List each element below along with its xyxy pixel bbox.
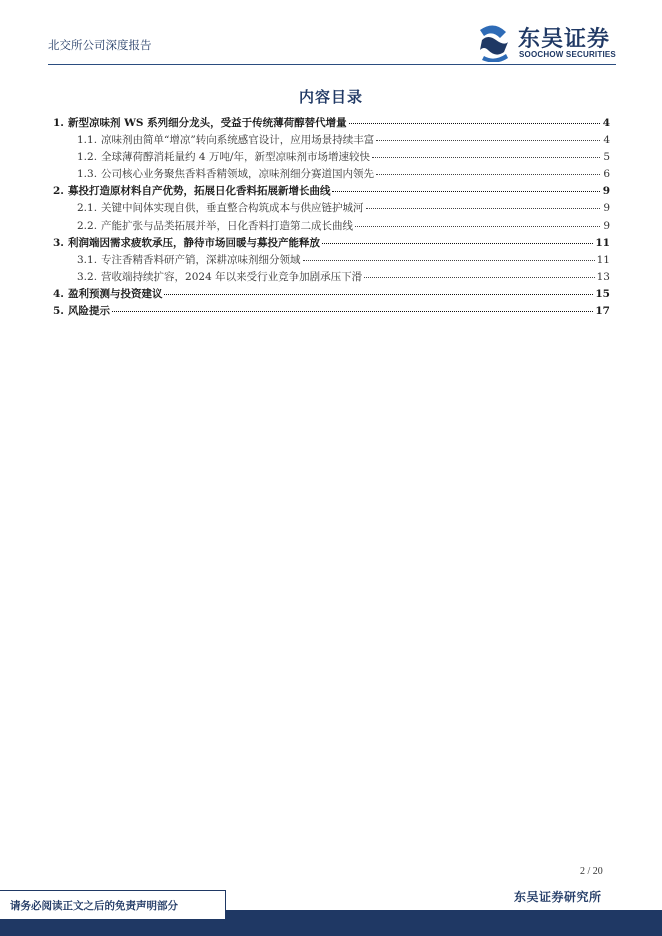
toc-entry-number: 1.1. [77,134,98,147]
table-of-contents [53,115,610,320]
toc-entry-page: 6 [603,168,610,181]
toc-entry-title: 公司核心业务聚焦香料香精领域，凉味剂细分赛道国内领先 [101,168,375,181]
toc-entry-page: 11 [596,253,610,266]
company-logo [474,22,624,64]
toc-entry-number: 4. [53,287,64,300]
toc-leader-dots [366,208,600,209]
toc-entry-title: 产能扩张与品类拓展并举，日化香料打造第二成长曲线 [101,219,354,232]
toc-leader-dots [332,191,600,192]
header-divider [48,64,616,65]
toc-entry-number: 1.2. [77,151,98,164]
toc-entry-title: 利润端因需求疲软承压，静待市场回暖与募投产能释放 [67,236,320,249]
toc-entry-number: 2. [53,185,64,198]
toc-leader-dots [376,174,600,175]
toc-entry-page: 4 [602,117,610,129]
toc-entry-section[interactable] [53,235,610,252]
toc-leader-dots [164,294,593,295]
toc-entry-title: 关键中间体实现自供，垂直整合构筑成本与供应链护城河 [101,202,364,215]
toc-title: 内容目录 [298,88,363,106]
toc-entry-subsection[interactable] [53,149,610,166]
toc-leader-dots [349,123,600,124]
toc-entry-page: 9 [603,219,610,232]
toc-entry-number: 2.2. [77,219,98,232]
toc-entry-section[interactable] [53,286,610,303]
toc-entry-page: 11 [595,236,610,249]
toc-leader-dots [112,311,593,312]
toc-entry-section[interactable] [53,115,610,132]
toc-leader-dots [322,243,593,244]
toc-entry-title: 营收端持续扩容，2024 年以来受行业竞争加剧承压下滑 [101,270,363,283]
toc-entry-page: 17 [595,305,610,318]
toc-entry-subsection[interactable] [53,166,610,183]
toc-entry-subsection[interactable] [53,200,610,217]
logo-english-text: SOOCHOW SECURITIES [519,50,616,59]
toc-leader-dots [372,157,600,158]
toc-entry-subsection[interactable] [53,218,610,235]
toc-entry-number: 1.3. [77,168,98,181]
toc-entry-subsection[interactable] [53,269,610,286]
toc-entry-number: 1. [53,117,64,129]
toc-entry-title: 凉味剂由简单“增凉”转向系统感官设计，应用场景持续丰富 [101,134,375,147]
toc-entry-number: 3.2. [77,270,98,283]
toc-leader-dots [376,140,600,141]
toc-leader-dots [303,260,595,261]
toc-entry-page: 15 [595,287,610,300]
toc-entry-page: 9 [603,202,610,215]
toc-entry-subsection[interactable] [53,252,610,269]
toc-entry-page: 13 [596,270,610,283]
toc-entry-title: 盈利预测与投资建议 [67,287,163,300]
toc-entry-title: 新型凉味剂 WS 系列细分龙头，受益于传统薄荷醇替代增量 [67,117,347,129]
toc-entry-title: 专注香精香料研产销，深耕凉味剂细分领域 [101,253,301,266]
toc-entry-subsection[interactable] [53,132,610,149]
page-indicator: 2 / 20 [580,866,603,877]
institute-name: 东吴证券研究所 [514,890,602,904]
toc-entry-number: 3. [53,236,64,249]
toc-entry-page: 4 [603,134,610,147]
toc-entry-number: 3.1. [77,253,98,266]
toc-entry-title: 全球薄荷醇消耗量约 4 万吨/年，新型凉味剂市场增速较快 [101,151,370,164]
toc-entry-section[interactable] [53,303,610,320]
toc-entry-page: 5 [603,151,610,164]
soochow-logo-icon [474,22,514,62]
logo-chinese-text: 东吴证券 [518,27,611,52]
disclaimer-text[interactable]: 请务必阅读正文之后的免责声明部分 [10,900,178,912]
toc-entry-page: 9 [602,185,610,198]
toc-leader-dots [355,226,600,227]
toc-entry-number: 2.1. [77,202,98,215]
toc-entry-number: 5. [53,305,64,318]
toc-entry-title: 募投打造原材料自产优势，拓展日化香料拓展新增长曲线 [67,185,331,198]
toc-entry-section[interactable] [53,183,610,200]
toc-leader-dots [364,277,595,278]
report-type-label: 北交所公司深度报告 [48,38,152,52]
toc-entry-title: 风险提示 [67,305,110,318]
